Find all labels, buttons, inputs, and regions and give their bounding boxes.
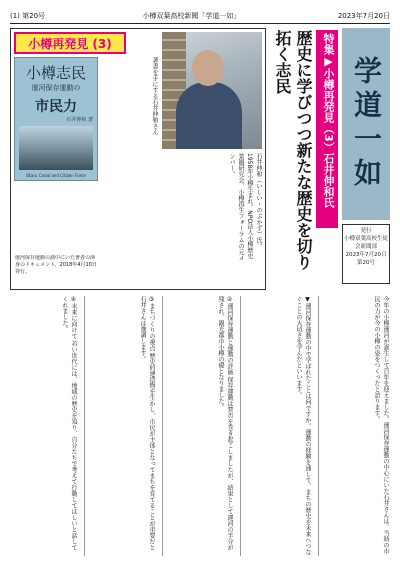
book-caption: 運河保存運動の渦中にいた著者の渾身のドキュメント。2018年4月10日発行。: [15, 255, 97, 275]
book-title-2: 市民力: [35, 99, 77, 115]
headline-area: [270, 28, 340, 290]
person-body-graphic: [176, 82, 242, 149]
book-english-title: Otaru Canal and Citizen Force: [26, 173, 86, 178]
issue-number: 第20号: [357, 260, 375, 266]
issue-label: 発行: [360, 228, 372, 234]
article-column-3: ②運河保存運動と運動の評価 保存運動は賛否を巻き起こしましたが、結果として運河の半分が残され、観光都市小樽の礎となりました。: [217, 296, 233, 551]
page-header: [10, 8, 390, 24]
article-column-4: ③まちづくりの視点 歴史的建造物を生かし、市民が主体となってまちを育てることが重要だと石井さんは強調します。: [139, 296, 155, 551]
column-divider: [240, 296, 241, 556]
article-column-2: ▼運河保存運動の中で学ばれたことは何ですか。運動の経験を通して、まちの歴史を未来へつなぐことの大切さを学んだといいます。: [295, 296, 311, 555]
book-subtitle: 運河保存運動の: [31, 84, 81, 92]
feature-box: [10, 28, 266, 290]
book-cover: [14, 57, 98, 181]
book-title: 小樽志民: [25, 64, 86, 82]
person-head-graphic: [192, 50, 224, 86]
series-label: 小樽再発見 (3): [14, 32, 126, 54]
main-headline: 歴史に学びつつ新たな歴史を切り拓く志民: [273, 30, 313, 270]
column-divider: [162, 296, 163, 556]
article-column-1: 今年の小樽運河が誕生して百年を迎えました。運河保存運動の中心にいた石井さんは、当時の市民の力が今の小樽の姿をつくったと語ります。: [373, 296, 389, 554]
article-body: [10, 296, 390, 556]
special-feature-tag: 特集▶小樽再発見（3）石井伸和氏: [316, 30, 338, 228]
masthead-title: 学道一如: [342, 28, 390, 220]
issue-date: 2023年7月20日: [337, 11, 390, 20]
interview-photo: [162, 32, 262, 149]
photo-caption: 著書を手にする石井伸和さん: [151, 57, 158, 135]
book-author: 石井伸和 著: [66, 117, 93, 123]
book-cover-image: [19, 126, 93, 170]
feature-intro: 石井伸和（いしい・のぶかず）氏。1958年小樽生まれ。NPO法人小樽歴史景観研究会、小樽再生フォーラムの元メンバー。: [228, 153, 262, 261]
newspaper-title: 小樽双葉高校新聞「学道一如」: [142, 11, 241, 20]
issue-date-box: 2023年7月20日: [345, 252, 387, 258]
publisher: 小樽双葉高校生徒会新聞部: [343, 236, 388, 250]
article-column-5: ④未来に向けて 若い世代には、地域の歴史を知り、自分たちで考えて行動してほしいと話してくれました。: [61, 296, 77, 551]
column-divider: [318, 296, 319, 556]
column-divider: [84, 296, 85, 556]
issue-info: [342, 224, 390, 284]
page-number: (1) 第20号: [10, 11, 46, 20]
